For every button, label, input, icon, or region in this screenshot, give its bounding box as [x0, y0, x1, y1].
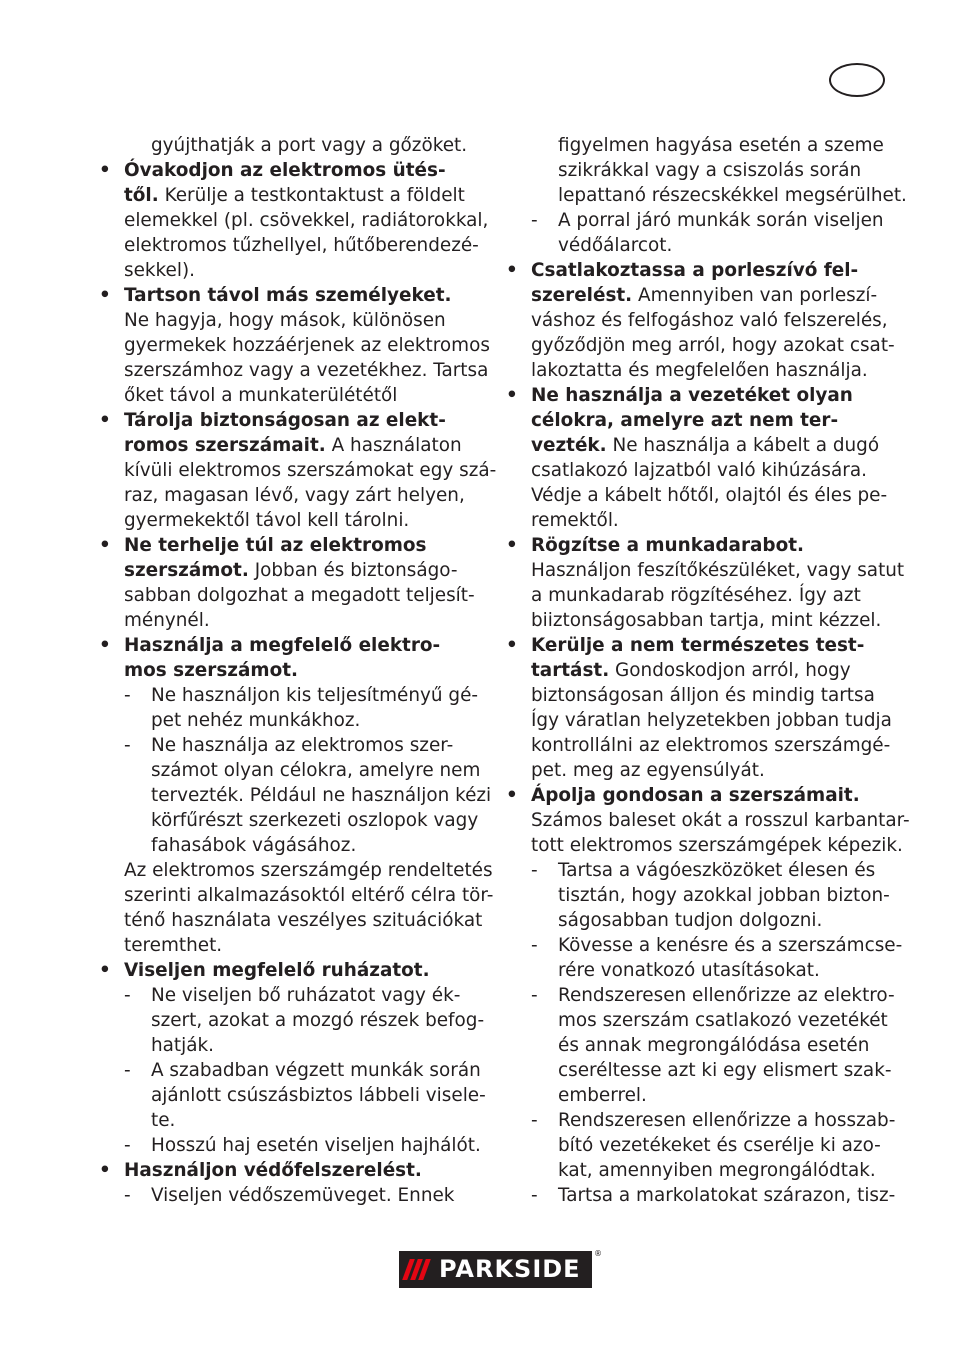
dash-item	[506, 208, 894, 233]
bullet-icon: •	[506, 535, 518, 556]
body-text: ságosabban tudjon dolgozni.	[558, 910, 823, 931]
bold-heading-text: szerelést.	[531, 285, 633, 306]
body-text: és annak megrongálódása esetén	[558, 1035, 870, 1056]
bold-heading-text: szerszámot.	[124, 560, 249, 581]
registered-mark: ®	[594, 1249, 602, 1258]
dash-item	[99, 733, 481, 758]
text-line	[506, 1033, 894, 1058]
body-text: pet nehéz munkákhoz.	[151, 710, 361, 731]
bold-heading-text: célokra, amelyre azt nem ter-	[531, 410, 839, 431]
body-text: raz, magasan lévő, vagy zárt helyen,	[124, 485, 465, 506]
text-line	[99, 858, 493, 883]
bold-heading-text: Csatlakoztassa a porleszívó fel-	[531, 260, 859, 281]
language-badge	[829, 63, 885, 97]
bullet-item	[99, 408, 481, 433]
body-text: cseréltesse azt ki egy elismert szak-	[558, 1060, 892, 1081]
text-line	[506, 833, 903, 858]
bullet-icon: •	[506, 635, 518, 656]
dash-item	[99, 683, 481, 708]
bold-heading-text: Rögzítse a munkadarabot.	[531, 535, 805, 556]
body-text: Hosszú haj esetén viseljen hajhálót.	[151, 1135, 481, 1156]
text-line	[506, 1058, 894, 1083]
bold-heading-text: Ápolja gondosan a szerszámait.	[531, 785, 860, 806]
text-line	[99, 133, 481, 158]
bold-heading-text: Óvakodjon az elektromos ütés-	[124, 160, 446, 181]
text-line	[99, 208, 489, 233]
bullet-icon: •	[99, 635, 111, 656]
text-line	[99, 608, 481, 633]
bullet-item	[99, 283, 481, 308]
bullet-item	[506, 383, 894, 408]
bullet-icon: •	[99, 285, 111, 306]
text-line	[99, 933, 481, 958]
body-text: váshoz és felfogáshoz való felszerelés,	[531, 310, 888, 331]
bullet-item	[99, 1158, 481, 1183]
dash-icon: -	[124, 985, 131, 1006]
text-line	[506, 908, 894, 933]
body-text: bító vezetékeket és cserélje ki azo-	[558, 1135, 881, 1156]
body-text: pet. meg az egyensúlyát.	[531, 760, 765, 781]
bold-heading-text: Ne terhelje túl az elektromos	[124, 535, 427, 556]
body-text: szert, azokat a mozgó részek befog-	[151, 1010, 485, 1031]
bold-heading-text: romos szerszámait.	[124, 435, 326, 456]
body-text: ténő használata veszélyes szituációkat	[124, 910, 483, 931]
dash-icon: -	[531, 985, 538, 1006]
bullet-item	[506, 633, 894, 658]
text-line	[506, 333, 894, 358]
text-line	[99, 458, 497, 483]
text-line	[99, 1083, 486, 1108]
bullet-item	[99, 533, 481, 558]
bold-heading-text: Használjon védőfelszerelést.	[124, 1160, 422, 1181]
dash-item	[99, 1133, 481, 1158]
body-text: elemekkel (pl. csövekkel, radiátorokkal,	[124, 210, 489, 231]
body-text: Tartsa a vágóeszközöket élesen és	[558, 860, 876, 881]
body-text: rére vonatkozó utasításokat.	[558, 960, 820, 981]
body-text: kat, amennyiben megrongálódtak.	[558, 1160, 876, 1181]
body-text: biztonságosan álljon és mindig tartsa	[531, 685, 875, 706]
body-text: biiztonságosabban tartja, mint kézzel.	[531, 610, 882, 631]
dash-icon: -	[124, 735, 131, 756]
body-text: lepattanó részecskékkel megsérülhet.	[558, 185, 907, 206]
body-text: Rendszeresen ellenőrizze a hosszab-	[558, 1110, 896, 1131]
logo-stripes-icon	[399, 1251, 439, 1288]
body-text: A használaton	[325, 435, 462, 456]
body-text: a munkadarab rögzítéséhez. Így azt	[531, 585, 861, 606]
text-line	[506, 183, 907, 208]
text-line	[99, 383, 481, 408]
dash-item	[99, 1058, 481, 1083]
dash-item	[506, 1108, 894, 1133]
bullet-icon: •	[99, 535, 111, 556]
text-line	[99, 783, 492, 808]
bold-heading-text: Ne használja a vezetéket olyan	[531, 385, 853, 406]
text-line	[99, 358, 489, 383]
text-line	[506, 683, 894, 708]
text-line	[506, 708, 894, 733]
body-text: szerinti alkalmazásoktól eltérő célra tör-	[124, 885, 494, 906]
body-text: Használjon feszítőkészüléket, vagy satut	[531, 560, 905, 581]
text-line	[506, 608, 894, 633]
body-text: ajánlott csúszásbiztos lábbeli visele-	[151, 1085, 486, 1106]
text-line	[99, 883, 494, 908]
dash-item	[506, 1183, 894, 1208]
text-line	[99, 433, 481, 458]
body-text: Így váratlan helyzetekben jobban tudja	[531, 710, 892, 731]
body-text: Ne használja a kábelt a dugó	[606, 435, 880, 456]
text-line	[506, 1083, 894, 1108]
body-text: Védje a kábelt hőtől, olajtól és éles pe-	[531, 485, 888, 506]
body-text: kívüli elektromos szerszámokat egy szá-	[124, 460, 497, 481]
text-line	[506, 958, 894, 983]
dash-icon: -	[124, 685, 131, 706]
text-line	[506, 658, 894, 683]
text-line	[506, 583, 894, 608]
parkside-logo	[399, 1249, 602, 1288]
body-text: Ne használjon kis teljesítményű gé-	[151, 685, 479, 706]
text-line	[99, 508, 481, 533]
body-text: A porral járó munkák során viseljen	[558, 210, 884, 231]
text-line	[506, 308, 894, 333]
body-text: győződjön meg arról, hogy azokat csat-	[531, 335, 895, 356]
body-text: sabban dolgozhat a megadott teljesít-	[124, 585, 475, 606]
text-line	[99, 333, 490, 358]
left-column	[99, 133, 497, 1208]
text-line	[99, 558, 481, 583]
text-line	[99, 1033, 481, 1058]
text-line	[506, 133, 894, 158]
text-line	[99, 658, 481, 683]
bold-heading-text: Használja a megfelelő elektro-	[124, 635, 441, 656]
dash-item	[506, 933, 903, 958]
text-line	[99, 483, 481, 508]
text-line	[506, 758, 894, 783]
body-text: Az elektromos szerszámgép rendeltetés	[124, 860, 493, 881]
dash-item	[99, 1183, 481, 1208]
dash-icon: -	[531, 1110, 538, 1131]
body-text: Számos baleset okát a rosszul karbantar-	[531, 810, 910, 831]
body-text: A szabadban végzett munkák során	[151, 1060, 481, 1081]
bullet-icon: •	[99, 410, 111, 431]
text-line	[99, 758, 481, 783]
text-line	[99, 1008, 485, 1033]
body-text: kontrollálni az elektromos szerszámgé-	[531, 735, 891, 756]
body-text: Ne használja az elektromos szer-	[151, 735, 454, 756]
bullet-icon: •	[506, 260, 518, 281]
text-line	[506, 508, 894, 533]
bullet-item	[506, 258, 894, 283]
body-text: mos szerszám csatlakozó vezetékét	[558, 1010, 888, 1031]
body-text: Rendszeresen ellenőrizze az elektro-	[558, 985, 895, 1006]
body-text: gyermekektől távol kell tárolni.	[124, 510, 410, 531]
body-text: elektromos tűzhellyel, hűtőberendezé-	[124, 235, 479, 256]
body-text: gyújthatják a port vagy a gőzöket.	[151, 135, 468, 156]
bullet-item	[99, 633, 481, 658]
body-text: Jobban és biztonságo-	[248, 560, 458, 581]
body-text: te.	[151, 1110, 176, 1131]
text-line	[506, 233, 894, 258]
text-line	[506, 458, 894, 483]
bold-heading-text: vezték.	[531, 435, 607, 456]
body-text: csatlakozó lajzatból való kihúzására.	[531, 460, 867, 481]
text-line	[506, 558, 905, 583]
text-line	[506, 1008, 894, 1033]
dash-icon: -	[531, 860, 538, 881]
bold-heading-text: tartást.	[531, 660, 610, 681]
logo-text: PARKSIDE	[439, 1255, 581, 1283]
bullet-item	[506, 533, 894, 558]
dash-icon: -	[531, 935, 538, 956]
dash-icon: -	[531, 1185, 538, 1206]
bullet-icon: •	[99, 1160, 111, 1181]
body-text: szikrákkal vagy a csiszolás során	[558, 160, 862, 181]
bold-heading-text: től.	[124, 185, 159, 206]
dash-icon: -	[124, 1060, 131, 1081]
body-text: tervezték. Például ne használjon kézi	[151, 785, 492, 806]
body-text: számot olyan célokra, amelyre nem	[151, 760, 481, 781]
body-text: Amennyiben van porleszí-	[632, 285, 878, 306]
text-line	[99, 708, 481, 733]
bold-heading-text: Tárolja biztonságosan az elekt-	[124, 410, 446, 431]
body-text: Viseljen védőszemüveget. Ennek	[151, 1185, 455, 1206]
text-line	[506, 433, 894, 458]
body-text: körfűrészt szerkezeti oszlopok vagy	[151, 810, 479, 831]
body-text: Ne viseljen bő ruházatot vagy ék-	[151, 985, 461, 1006]
text-line	[506, 483, 894, 508]
body-text: figyelmen hagyása esetén a szeme	[558, 135, 884, 156]
body-text: tisztán, hogy azokkal jobban bizton-	[558, 885, 890, 906]
dash-icon: -	[124, 1135, 131, 1156]
bold-heading-text: Kerülje a nem természetes test-	[531, 635, 865, 656]
bullet-item	[99, 958, 481, 983]
bullet-icon: •	[99, 160, 111, 181]
bullet-item	[506, 783, 894, 808]
body-text: sekkel).	[124, 260, 195, 281]
text-line	[506, 1158, 894, 1183]
bold-heading-text: mos szerszámot.	[124, 660, 298, 681]
body-text: Kerülje a testkontaktust a földelt	[158, 185, 465, 206]
text-line	[506, 883, 894, 908]
body-text: emberrel.	[558, 1085, 647, 1106]
body-text: Kövesse a kenésre és a szerszámcse-	[558, 935, 903, 956]
body-text: fahasábok vágásához.	[151, 835, 357, 856]
body-text: teremthet.	[124, 935, 223, 956]
body-text: remektől.	[531, 510, 619, 531]
text-line	[99, 258, 481, 283]
body-text: tott elektromos szerszámgépek képezik.	[531, 835, 903, 856]
text-line	[506, 158, 894, 183]
dash-item	[506, 983, 894, 1008]
dash-item	[506, 858, 894, 883]
text-line	[506, 358, 894, 383]
text-line	[99, 808, 481, 833]
bullet-icon: •	[506, 785, 518, 806]
body-text: Gondoskodjon arról, hogy	[609, 660, 851, 681]
bullet-icon: •	[506, 385, 518, 406]
text-line	[506, 808, 910, 833]
text-line	[506, 283, 894, 308]
dash-icon: -	[531, 210, 538, 231]
bullet-item	[99, 158, 481, 183]
body-text: Tartsa a markolatokat szárazon, tisz-	[558, 1185, 896, 1206]
text-line	[99, 183, 481, 208]
bold-heading-text: Tartson távol más személyeket.	[124, 285, 452, 306]
text-line	[99, 1108, 481, 1133]
body-text: hatják.	[151, 1035, 215, 1056]
text-line	[99, 908, 481, 933]
bullet-icon: •	[99, 960, 111, 981]
text-line	[506, 733, 894, 758]
body-text: lakoztatta és megfelelően használja.	[531, 360, 868, 381]
bold-heading-text: Viseljen megfelelő ruházatot.	[124, 960, 430, 981]
body-text: őket távol a munkaterülététől	[124, 385, 398, 406]
body-text: szerszámhoz vagy a vezetékhez. Tartsa	[124, 360, 489, 381]
right-column	[506, 133, 910, 1208]
text-line	[506, 408, 894, 433]
text-line	[99, 308, 481, 333]
text-line	[99, 233, 481, 258]
body-text: gyermekek hozzáérjenek az elektromos	[124, 335, 490, 356]
dash-item	[99, 983, 481, 1008]
text-line	[99, 833, 481, 858]
body-text: Ne hagyja, hogy mások, különösen	[124, 310, 446, 331]
text-line	[99, 583, 481, 608]
text-line	[506, 1133, 894, 1158]
dash-icon: -	[124, 1185, 131, 1206]
body-text: ménynél.	[124, 610, 210, 631]
body-text: védőálarcot.	[558, 235, 673, 256]
